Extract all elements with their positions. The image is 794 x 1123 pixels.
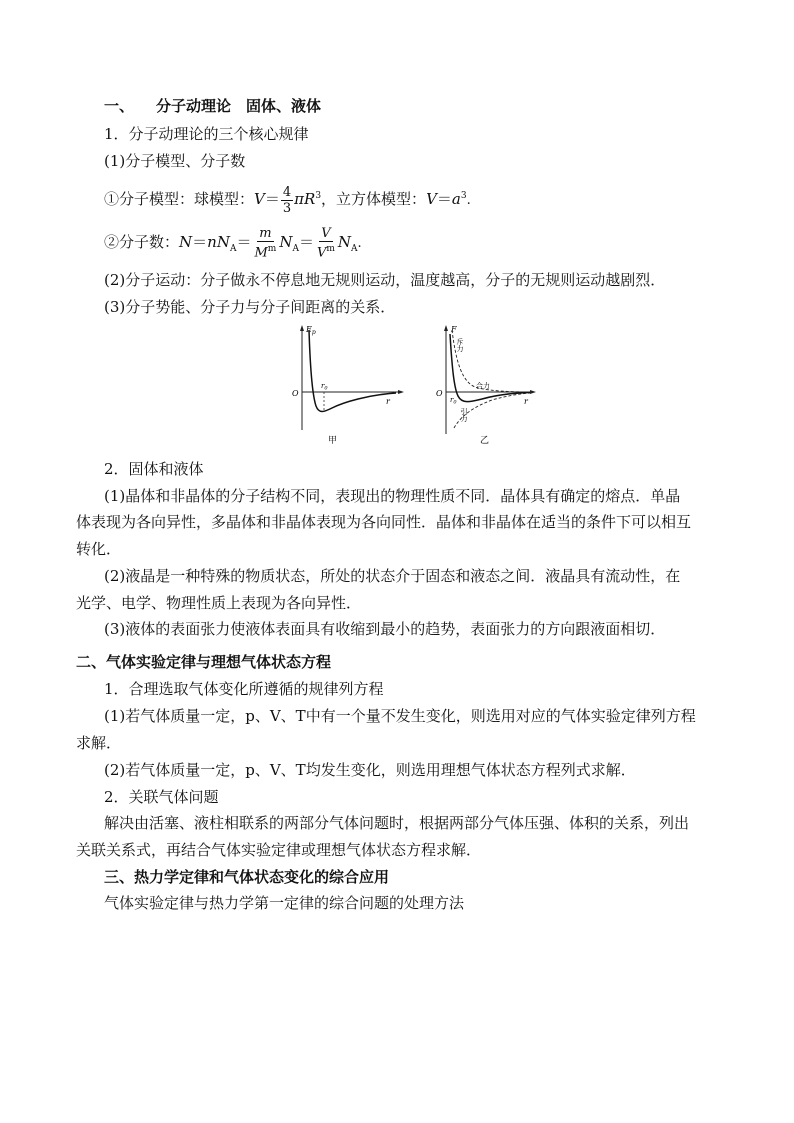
formula-var: πR (294, 190, 316, 208)
formula-superscript: m (326, 244, 335, 254)
formula-op: ＝ (264, 190, 280, 208)
formula-subscript: A (292, 244, 299, 255)
formula-text: ②分子数： (104, 233, 180, 252)
formula-var: N (279, 233, 293, 252)
fraction-numerator: 4 (282, 184, 292, 200)
section-1-title: 分子动理论 固体、液体 (156, 97, 322, 115)
fraction-V-over-Vm (315, 226, 337, 260)
formula-subscript: A (229, 244, 237, 255)
fraction-numerator: V (321, 226, 331, 241)
formula-op: ＝ (192, 233, 208, 252)
paragraph: 气体实验定律与热力学第一定律的综合问题的处理方法 (104, 894, 465, 912)
paragraph: 2．固体和液体 (104, 460, 204, 478)
figure-caption: 甲 (328, 436, 338, 446)
x-axis-arrow (530, 390, 536, 394)
paragraph: 1．合理选取气体变化所遵循的规律列方程 (104, 680, 384, 698)
paragraph: (1)晶体和非晶体的分子结构不同，表现出的物理性质不同．晶体具有确定的熔点．单晶 (104, 487, 681, 505)
y-axis-arrow (444, 325, 448, 331)
fraction-4-3 (281, 185, 293, 216)
formula-molecule-model (104, 180, 471, 217)
formula-subscript: A (351, 244, 358, 255)
paragraph: (3)分子势能、分子力与分子间距离的关系． (104, 298, 396, 316)
y-label: F (451, 325, 457, 334)
formula-text: . (357, 236, 362, 252)
fraction-m-over-Mm (252, 226, 278, 260)
formula-var: N (179, 233, 193, 252)
resultant-label: 合力 (476, 382, 490, 390)
section-1-number: 一、 (104, 97, 135, 115)
paragraph: 关联关系式，再结合气体实验定律或理想气体状态方程求解． (76, 841, 482, 859)
paragraph: (1)若气体质量一定，p、V、T中有一个量不发生变化，则选用对应的气体实验定律列方程 (104, 707, 696, 725)
paragraph: 求解． (76, 734, 122, 752)
formula-text: ，立方体模型： (321, 190, 427, 208)
paragraph: 1．分子动理论的三个核心规律 (104, 125, 309, 143)
potential-energy-curve (309, 330, 396, 412)
origin-label: O (436, 389, 443, 398)
fraction-denominator: M (254, 245, 268, 261)
formula-var: V (254, 190, 265, 208)
paragraph: 转化． (76, 540, 122, 558)
formula-text: . (466, 193, 471, 208)
formula-op: ＝ (436, 190, 452, 208)
paragraph: 体表现为各向异性，多晶体和非晶体表现为各向同性．晶体和非晶体在适当的条件下可以相互 (76, 513, 692, 531)
figure-caption: 乙 (480, 436, 490, 446)
formula-exponent: 3 (460, 191, 467, 201)
section-1-heading (104, 96, 321, 116)
figure-potential-energy (288, 322, 408, 450)
figure-molecular-force (430, 322, 540, 450)
formula-op: ＝ (236, 233, 252, 252)
formula-var: n (207, 233, 217, 252)
fraction-denominator: 3 (282, 200, 292, 216)
y-label: $E_p$ (306, 325, 316, 336)
formula-var: a (451, 190, 461, 208)
paragraph: (1)分子模型、分子数 (104, 152, 246, 170)
x-label: r (524, 397, 528, 406)
section-2-heading: 二、气体实验定律与理想气体状态方程 (76, 653, 332, 671)
formula-text: ①分子模型：球模型： (104, 190, 255, 208)
formula-op: ＝ (298, 233, 314, 252)
formula-var: N (337, 233, 352, 252)
formula-var: N (216, 233, 230, 252)
paragraph: (2)若气体质量一定，p、V、T均发生变化，则选用理想气体状态方程列式求解． (104, 761, 636, 779)
r0-label: $r_0$ (321, 382, 328, 392)
formula-exponent: 3 (315, 191, 322, 201)
y-axis-arrow (300, 325, 304, 331)
attraction-label: 引力 (460, 408, 468, 422)
x-axis-arrow (398, 390, 404, 394)
origin-label: O (292, 389, 299, 398)
paragraph: (3)液体的表面张力使液体表面具有收缩到最小的趋势，表面张力的方向跟液面相切． (104, 620, 666, 638)
r0-label: $r_0$ (450, 396, 457, 406)
fraction-numerator: m (259, 226, 272, 241)
x-label: r (386, 397, 390, 406)
formula-molecule-count (104, 226, 362, 265)
section-3-heading: 三、热力学定律和气体状态变化的综合应用 (104, 868, 390, 886)
paragraph: 光学、电学、物理性质上表现为各向异性． (76, 594, 362, 612)
formula-superscript: m (267, 244, 277, 254)
paragraph: (2)分子运动：分子做永不停息地无规则运动，温度越高，分子的无规则运动越剧烈． (104, 271, 666, 289)
paragraph: 2．关联气体问题 (104, 788, 219, 806)
paragraph: 解决由活塞、液柱相联系的两部分气体问题时，根据两部分气体压强、体积的关系，列出 (104, 814, 690, 832)
paragraph: (2)液晶是一种特殊的物质状态，所处的状态介于固态和液态之间．液晶具有流动性，在 (104, 567, 681, 585)
formula-var: V (426, 190, 437, 208)
repulsion-label: 斥力 (456, 338, 464, 352)
fraction-denominator: V (316, 245, 327, 261)
